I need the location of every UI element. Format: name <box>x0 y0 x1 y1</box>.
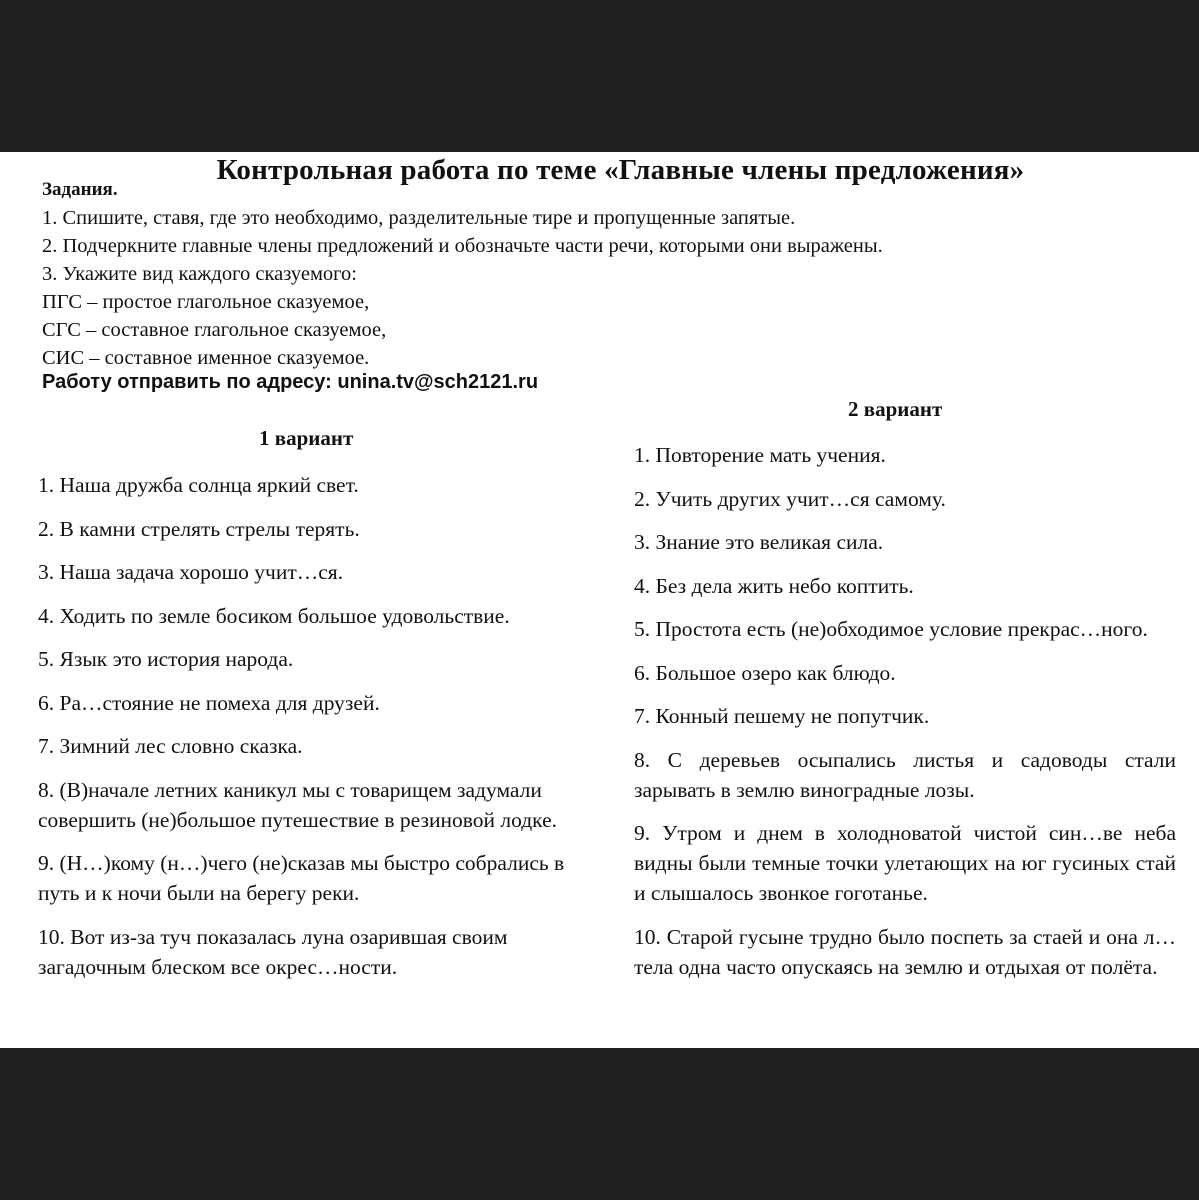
list-item: 1. Повторение мать учения. <box>634 443 886 467</box>
list-item: 1. Наша дружба солнца яркий свет. <box>38 473 359 497</box>
list-item: 9. (Н…)кому (н…)чего (не)сказав мы быстро собрались в путь и к ночи были на берегу реки. <box>38 851 565 905</box>
list-item: 6. Большое озеро как блюдо. <box>634 660 896 685</box>
list-item: 5. Язык это история народа. <box>38 647 294 671</box>
list-item: 6. Ра…стояние не помеха для друзей. <box>38 690 380 715</box>
variant1-column <box>38 470 598 995</box>
list-item: 3. Наша задача хорошо учит…ся. <box>38 560 344 584</box>
document-page <box>0 152 1199 1048</box>
send-instruction: Работу отправить по адресу: unina.tv@sch2121.ru <box>42 371 539 393</box>
list-item: 10. Старой гусыне трудно было поспеть за стаей и она л…тела одна часто опускаясь на землю и отдыхая от полёта. <box>634 924 1176 979</box>
list-item: 7. Зимний лес словно сказка. <box>38 734 303 758</box>
list-item: 2. Учить других учит…ся самому. <box>634 486 946 511</box>
variant2-column <box>634 440 1176 995</box>
task-line: ПГС – простое глагольное сказуемое, <box>42 291 370 313</box>
page-title: Контрольная работа по теме «Главные члены предложения» <box>216 154 1025 186</box>
list-item: 8. (В)начале летних каникул мы с товарищем задумали совершить (не)большое путешествие в резиновой лодке. <box>38 777 557 832</box>
tasks-list <box>42 204 883 372</box>
task-line: СГС – составное глагольное сказуемое, <box>42 319 387 341</box>
list-item: 4. Без дела жить небо коптить. <box>634 573 914 598</box>
list-item: 8. С деревьев осыпались листья и садоводы стали зарывать в землю виноградные лозы. <box>634 747 1176 802</box>
list-item: 9. Утром и днем в холодноватой чистой син…ве неба видны были темные точки улетающих на юг гусиных стай и слышалось звонкое гоготанье. <box>634 821 1176 905</box>
variant1-heading: 1 вариант <box>259 426 354 450</box>
task-line: 3. Укажите вид каждого сказуемого: <box>42 263 358 285</box>
list-item: 5. Простота есть (не)обходимое условие прекрас…ного. <box>634 617 1148 641</box>
list-item: 7. Конный пешему не попутчик. <box>634 704 930 728</box>
task-line: 1. Спишите, ставя, где это необходимо, разделительные тире и пропущенные запятые. <box>42 207 796 229</box>
task-line: 2. Подчеркните главные члены предложений и обозначьте части речи, которыми они выражены. <box>42 235 883 257</box>
variant2-heading: 2 вариант <box>848 397 943 421</box>
tasks-heading: Задания. <box>42 179 118 200</box>
task-line: СИС – составное именное сказуемое. <box>42 347 370 369</box>
list-item: 4. Ходить по земле босиком большое удовольствие. <box>38 603 510 628</box>
list-item: 3. Знание это великая сила. <box>634 530 884 554</box>
list-item: 10. Вот из-за туч показалась луна озарившая своим загадочным блеском все окрес…ности. <box>38 924 508 979</box>
list-item: 2. В камни стрелять стрелы терять. <box>38 516 360 541</box>
